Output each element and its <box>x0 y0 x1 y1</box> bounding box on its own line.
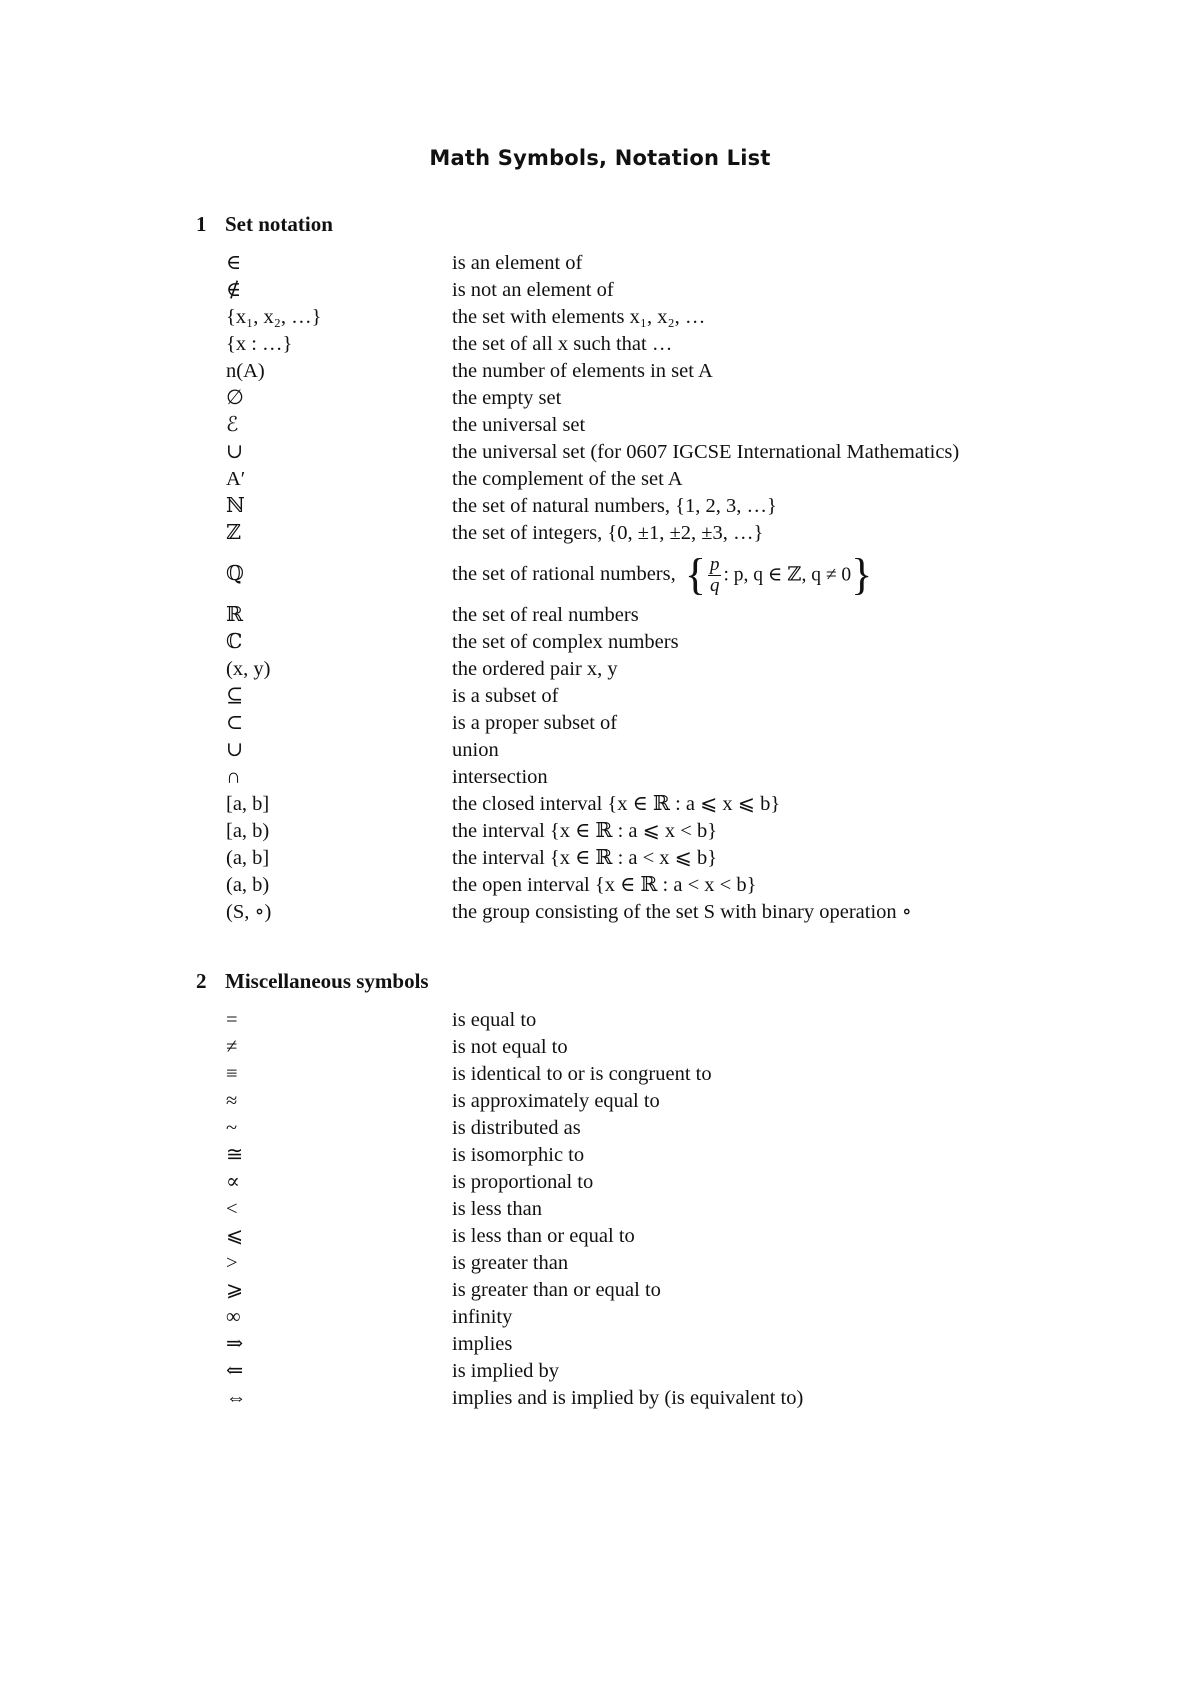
notation-description-text: is a subset of <box>452 685 559 707</box>
notation-symbol: ∞ <box>226 1306 241 1328</box>
notation-symbol: ~ <box>226 1117 238 1139</box>
notation-symbol: (x, y) <box>226 658 271 680</box>
notation-description <box>452 412 585 439</box>
notation-row <box>226 1169 1126 1196</box>
notation-symbol: {x₁, x₂, …} <box>226 306 322 328</box>
notation-description <box>452 277 614 304</box>
notation-description <box>452 710 617 737</box>
notation-description <box>452 1142 584 1169</box>
notation-description-text: is less than <box>452 1198 542 1220</box>
section-title: Set notation <box>225 212 333 236</box>
notation-description <box>452 1115 581 1142</box>
notation-description <box>452 1223 635 1250</box>
notation-row <box>226 845 1126 872</box>
notation-description-text: the open interval {x ∈ ℝ : a < x < b} <box>452 874 757 896</box>
notation-symbol: ≡ <box>226 1063 238 1085</box>
notation-row <box>226 1304 1126 1331</box>
notation-symbol: (S, ∘) <box>226 901 272 923</box>
notation-row <box>226 1142 1126 1169</box>
notation-description-text: the interval {x ∈ ℝ : a ⩽ x < b} <box>452 820 718 842</box>
notation-symbol: ≠ <box>226 1036 238 1058</box>
notation-description <box>452 1007 536 1034</box>
notation-symbol: ⇐ <box>226 1360 244 1382</box>
notation-description-text: is less than or equal to <box>452 1225 635 1247</box>
notation-row <box>226 1250 1126 1277</box>
set-builder-expression <box>684 550 873 600</box>
notation-description <box>452 737 499 764</box>
notation-row <box>226 250 1126 277</box>
notation-symbol: ⩾ <box>226 1279 244 1301</box>
notation-description-text: implies and is implied by (is equivalent to) <box>452 1387 804 1409</box>
notation-description-text: is distributed as <box>452 1117 581 1139</box>
notation-description <box>452 1088 660 1115</box>
notation-description <box>452 1061 712 1088</box>
notation-row <box>226 602 1126 629</box>
notation-row <box>226 439 1126 466</box>
notation-description <box>452 1277 661 1304</box>
notation-row <box>226 872 1126 899</box>
fraction <box>708 555 722 596</box>
notation-description-text: the set of all x such that … <box>452 333 673 355</box>
notation-row <box>226 1007 1126 1034</box>
notation-description-text: the set of complex numbers <box>452 631 679 653</box>
notation-description-text: the interval {x ∈ ℝ : a < x ⩽ b} <box>452 847 718 869</box>
notation-description-text: is implied by <box>452 1360 560 1382</box>
notation-symbol: {x : …} <box>226 333 293 355</box>
notation-description <box>452 1169 593 1196</box>
notation-symbol: ℂ <box>226 631 243 653</box>
notation-symbol: ∉ <box>226 279 242 301</box>
notation-symbol: < <box>226 1198 238 1220</box>
notation-row <box>226 304 1126 331</box>
notation-description-text: intersection <box>452 766 548 788</box>
notation-description <box>452 466 683 493</box>
notation-symbol: ⇔ <box>226 1387 247 1409</box>
page-title: Math Symbols, Notation List <box>429 146 771 170</box>
notation-description-text: is not an element of <box>452 279 614 301</box>
notation-description <box>452 1358 559 1385</box>
notation-description-text: is isomorphic to <box>452 1144 585 1166</box>
notation-symbol: ℰ <box>226 414 239 436</box>
notation-description <box>452 547 872 602</box>
notation-row <box>226 331 1126 358</box>
notation-description <box>452 439 959 466</box>
notation-description-text: the set of real numbers <box>452 604 639 626</box>
section-number: 2 <box>196 969 207 993</box>
section-title: Miscellaneous symbols <box>225 969 429 993</box>
notation-description-text: union <box>452 739 499 761</box>
notation-description <box>452 602 639 629</box>
notation-row <box>226 1061 1126 1088</box>
notation-row <box>226 683 1126 710</box>
notation-description <box>452 520 763 547</box>
notation-row <box>226 1034 1126 1061</box>
notation-symbol: = <box>226 1009 238 1031</box>
fraction-numerator: p <box>709 553 720 575</box>
notation-description <box>452 358 713 385</box>
notation-description-text: the group consisting of the set S with binary operation ∘ <box>452 901 912 923</box>
notation-row <box>226 1088 1126 1115</box>
notation-description-text: is not equal to <box>452 1036 568 1058</box>
notation-row <box>226 629 1126 656</box>
notation-symbol: (a, b) <box>226 874 270 896</box>
notation-row <box>226 385 1126 412</box>
notation-row <box>226 791 1126 818</box>
notation-description <box>452 250 582 277</box>
notation-row <box>226 1385 1126 1412</box>
notation-symbol: > <box>226 1252 238 1274</box>
notation-description-text: is a proper subset of <box>452 712 618 734</box>
notation-row <box>226 1223 1126 1250</box>
notation-description-text: infinity <box>452 1306 513 1328</box>
notation-symbol: ∪ <box>226 739 244 761</box>
notation-description <box>452 1034 568 1061</box>
notation-row <box>226 656 1126 683</box>
notation-symbol: ℤ <box>226 522 241 544</box>
notation-description-text: is proportional to <box>452 1171 594 1193</box>
notation-description <box>452 493 777 520</box>
notation-row <box>226 493 1126 520</box>
notation-description-text: the set with elements x₁, x₂, … <box>452 306 706 328</box>
section-heading-set-notation <box>196 212 333 237</box>
notation-description-text: the universal set (for 0607 IGCSE International Mathematics) <box>452 441 960 463</box>
notation-description <box>452 331 672 358</box>
notation-description-text: the set of natural numbers, {1, 2, 3, …} <box>452 495 777 517</box>
miscellaneous-symbols-list <box>226 1007 1126 1412</box>
notation-symbol: ⇒ <box>226 1333 244 1355</box>
notation-row <box>226 818 1126 845</box>
notation-description <box>452 683 558 710</box>
notation-row <box>226 520 1126 547</box>
notation-row <box>226 899 1126 926</box>
notation-symbol: ℕ <box>226 495 245 517</box>
notation-symbol: ∪ <box>226 441 244 463</box>
notation-description <box>452 818 717 845</box>
notation-row <box>226 737 1126 764</box>
notation-description-text: the universal set <box>452 414 586 436</box>
notation-row <box>226 764 1126 791</box>
notation-row <box>226 1277 1126 1304</box>
notation-description-text: the complement of the set A <box>452 468 683 490</box>
notation-description <box>452 764 548 791</box>
notation-description <box>452 1196 542 1223</box>
notation-description-text: the ordered pair x, y <box>452 658 618 680</box>
notation-symbol: ∝ <box>226 1171 240 1193</box>
notation-description-text: is greater than or equal to <box>452 1279 661 1301</box>
notation-symbol: [a, b) <box>226 820 270 842</box>
notation-symbol: ℝ <box>226 604 244 626</box>
notation-row <box>226 1196 1126 1223</box>
notation-row <box>226 412 1126 439</box>
notation-description <box>452 1385 803 1412</box>
fraction-denominator: q <box>709 574 720 596</box>
notation-description <box>452 629 679 656</box>
notation-row <box>226 710 1126 737</box>
notation-symbol: ⩽ <box>226 1225 244 1247</box>
notation-description-text: is identical to or is congruent to <box>452 1063 712 1085</box>
notation-description <box>452 791 780 818</box>
notation-symbol: (a, b] <box>226 847 270 869</box>
notation-symbol: A′ <box>226 468 246 490</box>
notation-description-text: is equal to <box>452 1009 537 1031</box>
notation-description <box>452 899 912 926</box>
notation-symbol: [a, b] <box>226 793 270 815</box>
notation-row <box>226 358 1126 385</box>
notation-symbol: ∈ <box>226 252 242 274</box>
notation-description <box>452 845 717 872</box>
notation-symbol: ≅ <box>226 1144 244 1166</box>
notation-row <box>226 1358 1126 1385</box>
notation-description <box>452 1250 568 1277</box>
notation-description-text: the empty set <box>452 387 562 409</box>
notation-description-text: implies <box>452 1333 513 1355</box>
notation-row <box>226 1331 1126 1358</box>
notation-row <box>226 277 1126 304</box>
notation-symbol: ⊆ <box>226 685 244 707</box>
notation-description-text: is an element of <box>452 252 583 274</box>
right-brace: } <box>851 550 873 600</box>
notation-description <box>452 1304 512 1331</box>
set-builder-condition: : p, q ∈ ℤ, q ≠ 0 <box>723 564 852 586</box>
notation-description <box>452 385 561 412</box>
notation-description <box>452 656 618 683</box>
notation-description-text: the set of rational numbers, <box>452 563 676 585</box>
notation-description-text: the closed interval {x ∈ ℝ : a ⩽ x ⩽ b} <box>452 793 781 815</box>
notation-description <box>452 872 756 899</box>
notation-symbol: ℚ <box>226 563 244 585</box>
notation-row <box>226 1115 1126 1142</box>
notation-symbol: ⊂ <box>226 712 244 734</box>
notation-description <box>452 1331 512 1358</box>
notation-description <box>452 304 705 331</box>
notation-description-text: is approximately equal to <box>452 1090 660 1112</box>
notation-row <box>226 547 1126 602</box>
set-notation-list <box>226 250 1126 926</box>
notation-symbol: ∅ <box>226 387 244 409</box>
left-brace: { <box>684 550 706 600</box>
notation-symbol: n(A) <box>226 360 265 382</box>
notation-description-text: the set of integers, {0, ±1, ±2, ±3, …} <box>452 522 764 544</box>
section-heading-miscellaneous-symbols <box>196 969 429 994</box>
notation-symbol: ≈ <box>226 1090 238 1112</box>
notation-description-text: the number of elements in set A <box>452 360 713 382</box>
notation-row <box>226 466 1126 493</box>
notation-symbol: ∩ <box>226 766 241 788</box>
section-number: 1 <box>196 212 207 236</box>
notation-description-text: is greater than <box>452 1252 569 1274</box>
